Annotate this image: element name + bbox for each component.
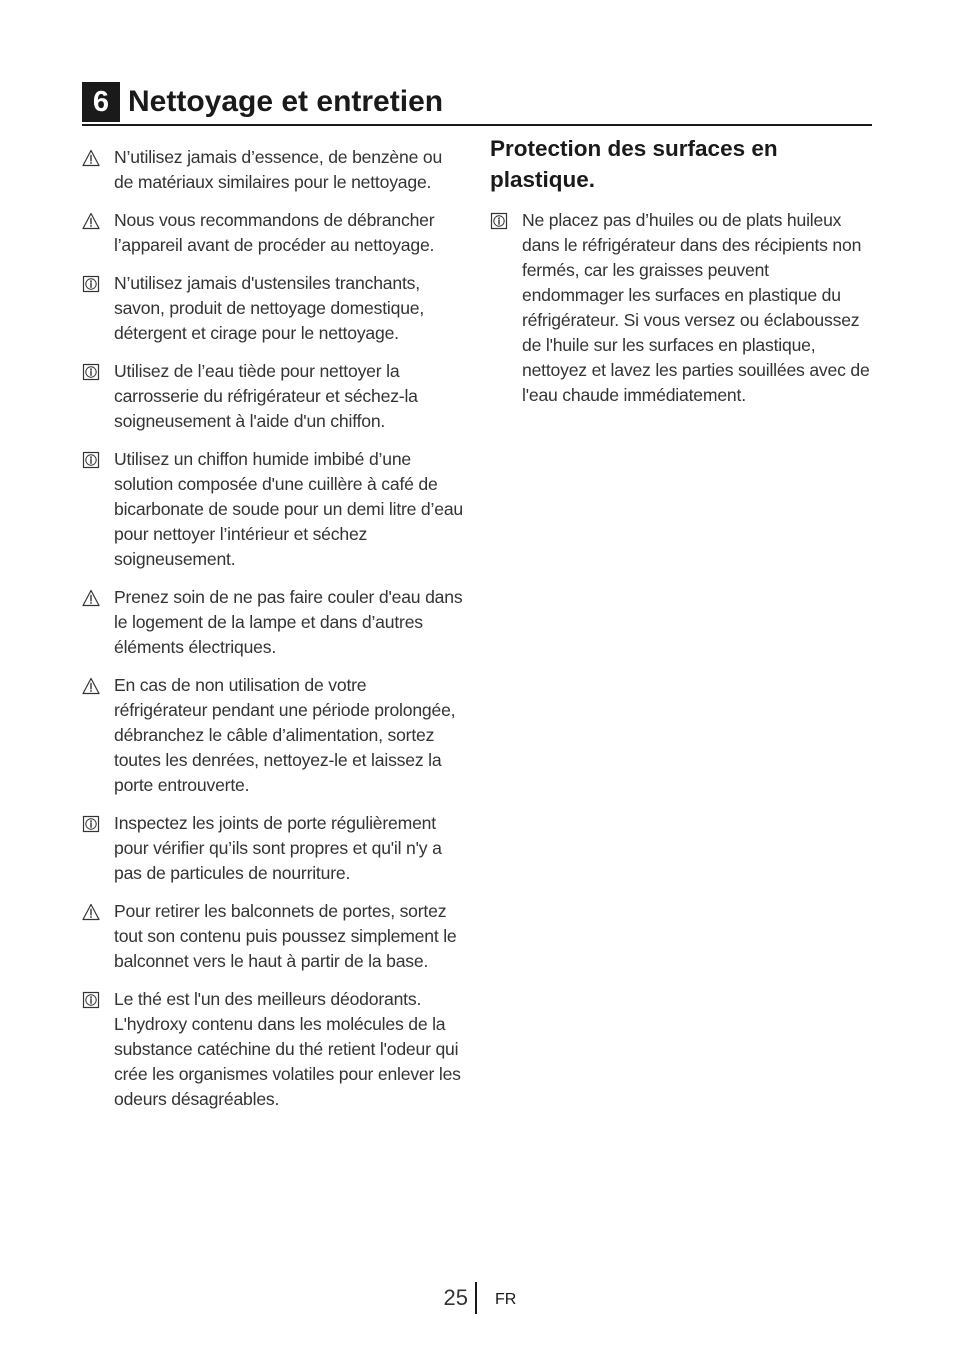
info-icon	[82, 275, 100, 293]
note-text: Prenez soin de ne pas faire couler d'eau dans le logement de la lampe et dans d’autres éléments électriques.	[114, 587, 463, 657]
note-item	[490, 208, 872, 408]
note-text: En cas de non utilisation de votre réfrigérateur pendant une période prolongée, débranchez le câble d’alimentation, sortez toutes les denrées, nettoyez-le et laissez la porte entrouverte.	[114, 675, 456, 795]
note-text: Pour retirer les balconnets de portes, sortez tout son contenu puis poussez simplement le balconnet vers le haut à partir de la base.	[114, 901, 457, 971]
note-text: Ne placez pas d’huiles ou de plats huileux dans le réfrigérateur dans des récipients non fermés, car les graisses peuvent endommager les surfaces en plastique du réfrigérateur. Si vous versez ou éclaboussez de l'huile sur les surfaces en plastique, nettoyez et lavez les parties souillées avec de l'eau chaude immédiatement.	[522, 210, 870, 405]
right-column	[490, 133, 872, 421]
note-text: N’utilisez jamais d’essence, de benzène ou de matériaux similaires pour le nettoyage.	[114, 147, 443, 192]
note-item	[82, 987, 464, 1112]
warning-icon	[82, 903, 100, 921]
language-code: FR	[495, 1291, 517, 1308]
section-number: 6	[82, 82, 120, 122]
note-item	[82, 359, 464, 434]
warning-icon	[82, 589, 100, 607]
page-footer	[0, 1282, 954, 1316]
note-item	[82, 447, 464, 572]
warning-icon	[82, 149, 100, 167]
note-text: Nous vous recommandons de débrancher l’appareil avant de procéder au nettoyage.	[114, 210, 435, 255]
footer-divider	[475, 1282, 477, 1314]
section-header	[82, 82, 872, 126]
section-title: Nettoyage et entretien	[128, 85, 444, 118]
info-icon	[490, 212, 508, 230]
note-item	[82, 145, 464, 195]
note-text: Le thé est l'un des meilleurs déodorants. L'hydroxy contenu dans les molécules de la substance catéchine du thé retient l'odeur qui crée les organismes volatiles pour enlever les odeurs désagréables.	[114, 989, 461, 1109]
subsection-heading: Protection des surfaces en plastique.	[490, 136, 778, 192]
note-item	[82, 899, 464, 974]
note-text: N’utilisez jamais d'ustensiles tranchants, savon, produit de nettoyage domestique, détergent et cirage pour le nettoyage.	[114, 273, 425, 343]
note-item	[82, 811, 464, 886]
note-text: Utilisez un chiffon humide imbibé d’une solution composée d'une cuillère à café de bicarbonate de soude pour un demi litre d’eau pour nettoyer l’intérieur et séchez soigneusement.	[114, 449, 463, 569]
page-number: 25	[443, 1285, 468, 1310]
note-item	[82, 208, 464, 258]
left-column	[82, 145, 464, 1125]
info-icon	[82, 451, 100, 469]
note-item	[82, 585, 464, 660]
note-text: Utilisez de l’eau tiède pour nettoyer la carrosserie du réfrigérateur et séchez-la soigneusement à l'aide d'un chiffon.	[114, 361, 418, 431]
note-text: Inspectez les joints de porte régulièrement pour vérifier qu’ils sont propres et qu'il n'y a pas de particules de nourriture.	[114, 813, 442, 883]
warning-icon	[82, 677, 100, 695]
note-item	[82, 673, 464, 798]
note-item	[82, 271, 464, 346]
warning-icon	[82, 212, 100, 230]
info-icon	[82, 991, 100, 1009]
info-icon	[82, 815, 100, 833]
info-icon	[82, 363, 100, 381]
